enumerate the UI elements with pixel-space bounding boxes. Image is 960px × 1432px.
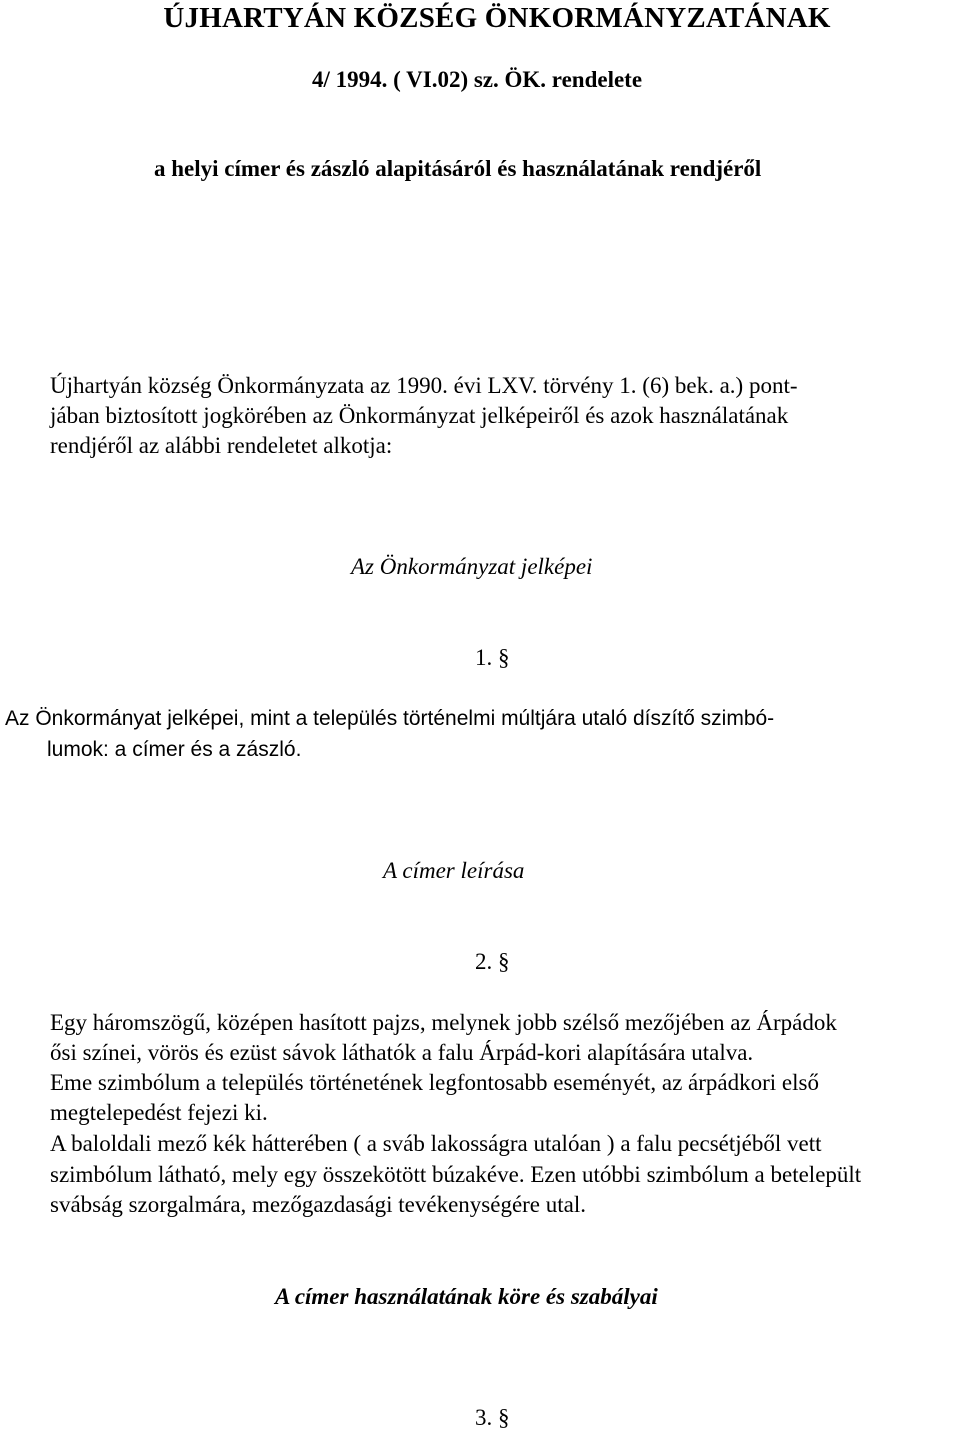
section-2-line-7: svábság szorgalmára, mezőgazdasági tevékenységére utal. <box>50 1192 587 1217</box>
section-2-line-6: szimbólum látható, mely egy összekötött búzakéve. Ezen utóbbi szimbólum a betelepült <box>50 1162 862 1187</box>
section-2-number <box>475 948 510 976</box>
decree-subject: a helyi címer és zászló alapitásáról és használatának rendjéről <box>154 156 762 181</box>
section-3-heading: A címer használatának köre és szabályai <box>275 1284 658 1309</box>
section-1-number-text: 1. <box>475 645 498 670</box>
preamble-line-1: Újhartyán község Önkormányzata az 1990. évi LXV. törvény 1. (6) bek. a.) pont- <box>50 373 798 398</box>
section-1-heading: Az Önkormányzat jelképei <box>351 554 593 579</box>
decree-number: 4/ 1994. ( VI.02) sz. ÖK. rendelete <box>312 67 643 92</box>
section-sign-icon: § <box>498 1405 510 1430</box>
preamble-line-2: jában biztosított jogkörében az Önkormányzat jelképeiről és azok használatának <box>50 403 789 428</box>
section-2-heading: A címer leírása <box>383 858 525 883</box>
section-2-line-2: ősi színei, vörös és ezüst sávok láthatók a falu Árpád-kori alapítására utalva. <box>50 1040 754 1065</box>
section-1-line-2: lumok: a címer és a zászló. <box>47 738 302 761</box>
section-3-number <box>475 1404 510 1432</box>
preamble-line-3: rendjéről az alábbi rendeletet alkotja: <box>50 433 393 458</box>
section-2-line-1: Egy háromszögű, középen hasított pajzs, melynek jobb szélső mezőjében az Árpádok <box>50 1010 837 1035</box>
section-sign-icon: § <box>498 645 510 670</box>
section-2-line-4: megtelepedést fejezi ki. <box>50 1100 268 1125</box>
section-2-number-text: 2. <box>475 949 498 974</box>
section-2-line-5: A baloldali mező kék hátterében ( a sváb lakosságra utalóan ) a falu pecsétjéből vett <box>50 1131 822 1156</box>
section-1-number <box>475 644 510 672</box>
section-sign-icon: § <box>498 949 510 974</box>
section-1-line-1: Az Önkormányat jelképei, mint a település történelmi múltjára utaló díszítő szimbó- <box>5 707 775 730</box>
municipality-title: ÚJHARTYÁN KÖZSÉG ÖNKORMÁNYZATÁNAK <box>163 2 831 34</box>
section-3-number-text: 3. <box>475 1405 498 1430</box>
section-2-line-3: Eme szimbólum a település történetének legfontosabb eseményét, az árpádkori első <box>50 1070 819 1095</box>
